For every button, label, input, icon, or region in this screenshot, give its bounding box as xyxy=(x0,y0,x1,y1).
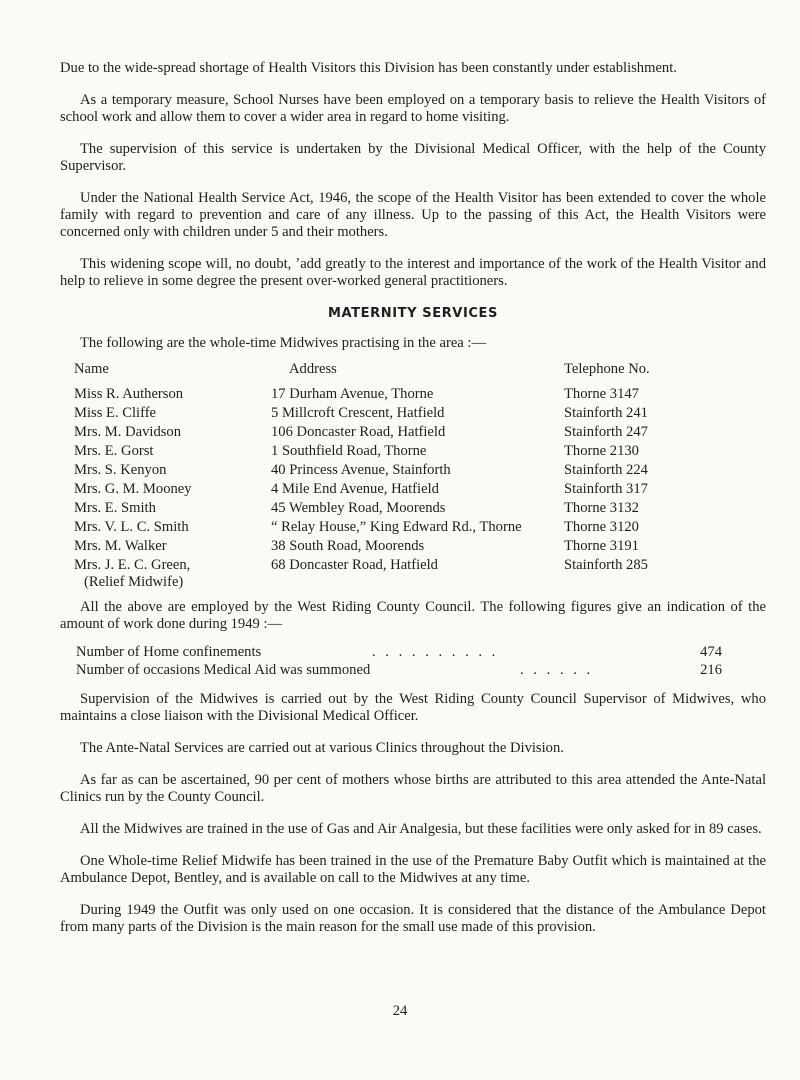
table-row xyxy=(60,424,766,443)
intro-paragraph-2: As a temporary measure, School Nurses have been employed on a temporary basis to relieve the Health Visitors of school work and allow them to cover a wider area in regard to home visiting. xyxy=(60,92,766,125)
midwife-telephone: Stainforth 285 xyxy=(564,557,648,573)
stat-value: 474 xyxy=(700,644,722,660)
midwife-name: Mrs. V. L. C. Smith xyxy=(74,519,189,535)
closing-paragraph-2: The Ante-Natal Services are carried out at various Clinics throughout the Division. xyxy=(80,740,564,756)
intro-paragraph-5: This widening scope will, no doubt, ʼadd greatly to the interest and importance of the work of the Health Visitor and help to relieve in some degree the present over-worked general practitioners. xyxy=(60,256,766,289)
midwife-telephone: Stainforth 241 xyxy=(564,405,648,421)
midwife-address: 17 Durham Avenue, Thorne xyxy=(271,386,434,402)
table-row xyxy=(60,443,766,462)
midwife-telephone: Thorne 3120 xyxy=(564,519,639,535)
intro-paragraph-4: Under the National Health Service Act, 1946, the scope of the Health Visitor has been extended to cover the whole family with regard to prevention and care of any illness. Up to the passing of this Act, the Health Visitors were concerned only with children under 5 and their mothers. xyxy=(60,190,766,240)
section-heading: MATERNITY SERVICES xyxy=(327,306,498,321)
midwife-telephone: Thorne 3132 xyxy=(564,500,639,516)
closing-paragraph-6: During 1949 the Outfit was only used on one occasion. It is considered that the distance of the Ambulance Depot from many parts of the Division is the main reason for the small use made of this provision. xyxy=(60,902,766,935)
midwife-address: 1 Southfield Road, Thorne xyxy=(271,443,427,459)
midwife-address: 38 South Road, Moorends xyxy=(271,538,425,554)
midwife-address: 4 Mile End Avenue, Hatfield xyxy=(271,481,439,497)
stat-leader-dots: . . . . . . xyxy=(520,662,594,678)
closing-paragraph-1: Supervision of the Midwives is carried out by the West Riding County Council Supervisor of Midwives, who maintains a close liaison with the Divisional Medical Officer. xyxy=(60,691,766,724)
header-name: Name xyxy=(74,361,109,377)
midwife-name-cell xyxy=(60,557,271,597)
header-telephone: Telephone No. xyxy=(564,361,650,377)
page-body xyxy=(60,60,766,951)
midwife-role-note: (Relief Midwife) xyxy=(84,574,184,590)
midwife-telephone: Stainforth 224 xyxy=(564,462,648,478)
table-intro: The following are the whole-time Midwives practising in the area :— xyxy=(80,335,487,351)
stat-label: Number of occasions Medical Aid was summoned xyxy=(76,662,371,678)
table-row xyxy=(60,538,766,557)
midwife-address: 5 Millcroft Crescent, Hatfield xyxy=(271,405,445,421)
midwife-address: 106 Doncaster Road, Hatfield xyxy=(271,424,446,440)
midwife-telephone: Thorne 2130 xyxy=(564,443,639,459)
intro-paragraph-1: Due to the wide-spread shortage of Health Visitors this Division has been constantly under establishment. xyxy=(60,60,677,76)
table-row xyxy=(60,462,766,481)
page-number: 24 xyxy=(392,1003,408,1019)
closing-paragraph-4: All the Midwives are trained in the use of Gas and Air Analgesia, but these facilities were only asked for in 89 cases. xyxy=(80,821,762,837)
header-address: Address xyxy=(289,361,337,377)
table-row xyxy=(60,405,766,424)
midwife-name: Mrs. E. Gorst xyxy=(74,443,154,459)
table-row xyxy=(60,557,766,597)
midwife-address: 68 Doncaster Road, Hatfield xyxy=(271,557,438,573)
midwife-name: Mrs. S. Kenyon xyxy=(74,462,167,478)
midwife-telephone: Thorne 3191 xyxy=(564,538,639,554)
midwife-address: “ Relay House,” King Edward Rd., Thorne xyxy=(271,519,522,535)
midwife-address: 40 Princess Avenue, Stainforth xyxy=(271,462,451,478)
midwife-name: Mrs. G. M. Mooney xyxy=(74,481,192,497)
midwife-address: 45 Wembley Road, Moorends xyxy=(271,500,446,516)
stat-value: 216 xyxy=(700,662,722,678)
midwife-name: Mrs. M. Walker xyxy=(74,538,167,554)
table-row xyxy=(60,500,766,519)
midwife-name: Mrs. J. E. C. Green, xyxy=(74,557,191,573)
stat-row-medical-aid xyxy=(60,662,766,680)
after-table-paragraph: All the above are employed by the West Riding County Council. The following figures give an indication of the amount of work done during 1949 :— xyxy=(60,599,766,632)
closing-paragraph-3: As far as can be ascertained, 90 per cent of mothers whose births are attributed to this area attended the Ante-Natal Clinics run by the County Council. xyxy=(60,772,766,805)
table-row xyxy=(60,481,766,500)
midwife-telephone: Stainforth 317 xyxy=(564,481,648,497)
midwives-table xyxy=(60,361,766,597)
midwife-name: Mrs. M. Davidson xyxy=(74,424,182,440)
stat-row-home-confinements xyxy=(60,644,766,662)
stat-label: Number of Home confinements xyxy=(76,644,262,660)
closing-paragraph-5: One Whole-time Relief Midwife has been trained in the use of the Premature Baby Outfit which is maintained at the Ambulance Depot, Bentley, and is available on call to the Midwives at any time. xyxy=(60,853,766,886)
table-header-row xyxy=(60,361,766,386)
intro-paragraph-3: The supervision of this service is undertaken by the Divisional Medical Officer, with the help of the County Supervisor. xyxy=(60,141,766,174)
midwife-name: Mrs. E. Smith xyxy=(74,500,156,516)
midwife-name: Miss E. Cliffe xyxy=(74,405,157,421)
stat-leader-dots: . . . . . . . . . . xyxy=(372,644,499,660)
midwife-telephone: Stainforth 247 xyxy=(564,424,648,440)
work-statistics xyxy=(60,644,766,680)
table-row xyxy=(60,386,766,405)
midwife-name: Miss R. Autherson xyxy=(74,386,184,402)
midwife-telephone: Thorne 3147 xyxy=(564,386,639,402)
table-row xyxy=(60,519,766,538)
